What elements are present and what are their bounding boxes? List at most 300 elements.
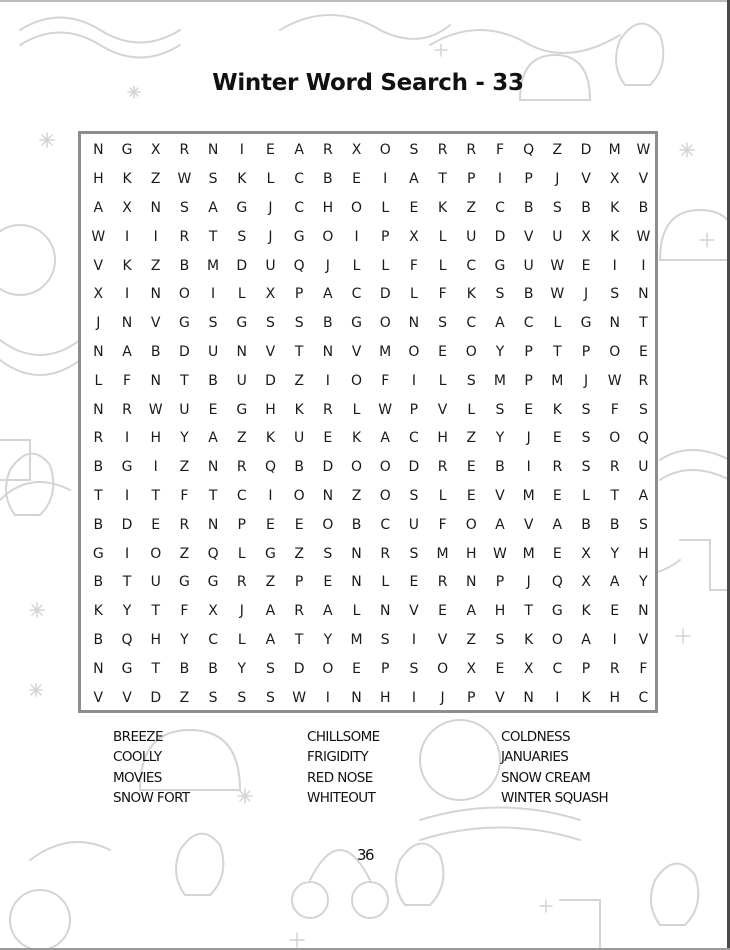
- grid-cell[interactable]: A: [265, 631, 276, 648]
- grid-cell[interactable]: S: [409, 487, 419, 504]
- grid-cell[interactable]: A: [552, 516, 563, 533]
- grid-cell[interactable]: E: [266, 142, 275, 159]
- grid-cell[interactable]: W: [292, 689, 307, 706]
- grid-cell[interactable]: C: [523, 315, 534, 332]
- grid-cell[interactable]: K: [122, 171, 132, 188]
- grid-cell[interactable]: T: [610, 487, 619, 504]
- grid-cell[interactable]: A: [581, 631, 591, 648]
- grid-cell[interactable]: E: [323, 430, 333, 447]
- grid-cell[interactable]: O: [379, 142, 391, 159]
- grid-cell[interactable]: P: [581, 660, 591, 677]
- grid-cell[interactable]: N: [351, 574, 362, 591]
- grid-cell[interactable]: O: [465, 343, 477, 360]
- grid-cell[interactable]: L: [381, 574, 390, 591]
- grid-cell[interactable]: B: [609, 516, 620, 533]
- grid-cell[interactable]: I: [124, 487, 130, 504]
- grid-cell[interactable]: H: [150, 631, 161, 648]
- grid-cell[interactable]: O: [178, 286, 190, 303]
- grid-cell[interactable]: I: [526, 459, 531, 476]
- grid-cell[interactable]: I: [555, 689, 560, 706]
- grid-cell[interactable]: X: [351, 142, 362, 159]
- grid-cell[interactable]: S: [294, 315, 304, 332]
- grid-cell[interactable]: K: [610, 199, 620, 216]
- grid-cell[interactable]: M: [207, 257, 220, 274]
- grid-cell[interactable]: T: [151, 660, 160, 677]
- grid-cell[interactable]: C: [351, 286, 362, 303]
- grid-cell[interactable]: V: [93, 689, 104, 706]
- grid-cell[interactable]: E: [438, 343, 448, 360]
- grid-cell[interactable]: A: [265, 603, 276, 620]
- grid-cell[interactable]: S: [610, 286, 620, 303]
- grid-cell[interactable]: Y: [180, 631, 189, 648]
- grid-cell[interactable]: Z: [179, 459, 190, 476]
- grid-cell[interactable]: H: [322, 199, 334, 216]
- grid-cell[interactable]: C: [236, 487, 247, 504]
- grid-cell[interactable]: I: [211, 286, 216, 303]
- grid-cell[interactable]: V: [93, 257, 104, 274]
- grid-cell[interactable]: C: [495, 199, 505, 216]
- grid-cell[interactable]: I: [124, 286, 130, 303]
- grid-cell[interactable]: N: [207, 516, 219, 533]
- grid-cell[interactable]: X: [466, 660, 477, 677]
- grid-cell[interactable]: T: [208, 228, 218, 245]
- grid-cell[interactable]: C: [466, 315, 477, 332]
- grid-cell[interactable]: B: [208, 660, 218, 677]
- grid-cell[interactable]: G: [236, 315, 248, 332]
- grid-cell[interactable]: N: [322, 487, 334, 504]
- grid-cell[interactable]: H: [437, 430, 448, 447]
- grid-cell[interactable]: X: [609, 171, 620, 188]
- grid-cell[interactable]: I: [268, 487, 273, 504]
- grid-cell[interactable]: T: [639, 315, 648, 332]
- grid-cell[interactable]: Z: [294, 545, 304, 562]
- grid-cell[interactable]: C: [466, 257, 477, 274]
- grid-cell[interactable]: L: [94, 372, 103, 389]
- grid-cell[interactable]: T: [94, 487, 103, 504]
- grid-cell[interactable]: O: [408, 343, 420, 360]
- grid-cell[interactable]: Z: [466, 430, 477, 447]
- grid-cell[interactable]: X: [409, 228, 419, 245]
- grid-cell[interactable]: L: [438, 487, 447, 504]
- grid-cell[interactable]: B: [93, 574, 104, 591]
- grid-cell[interactable]: Y: [323, 631, 333, 648]
- grid-cell[interactable]: L: [438, 228, 447, 245]
- grid-cell[interactable]: D: [494, 228, 506, 245]
- grid-cell[interactable]: M: [350, 631, 363, 648]
- grid-cell[interactable]: E: [552, 487, 562, 504]
- grid-cell[interactable]: P: [467, 171, 476, 188]
- grid-cell[interactable]: J: [325, 257, 330, 274]
- grid-cell[interactable]: W: [636, 142, 651, 159]
- grid-cell[interactable]: I: [612, 257, 617, 274]
- grid-cell[interactable]: U: [150, 574, 161, 591]
- grid-cell[interactable]: M: [522, 487, 535, 504]
- grid-cell[interactable]: S: [266, 689, 275, 706]
- grid-cell[interactable]: G: [351, 315, 362, 332]
- grid-cell[interactable]: A: [409, 171, 419, 188]
- grid-cell[interactable]: Q: [207, 545, 219, 562]
- grid-cell[interactable]: D: [322, 459, 334, 476]
- grid-cell[interactable]: O: [437, 660, 449, 677]
- grid-cell[interactable]: N: [150, 199, 161, 216]
- grid-cell[interactable]: V: [437, 401, 448, 418]
- grid-cell[interactable]: I: [325, 372, 330, 389]
- grid-cell[interactable]: J: [268, 228, 273, 245]
- grid-cell[interactable]: Y: [180, 430, 189, 447]
- grid-cell[interactable]: Y: [610, 545, 619, 562]
- grid-cell[interactable]: G: [265, 545, 276, 562]
- grid-cell[interactable]: F: [180, 487, 189, 504]
- grid-cell[interactable]: Z: [236, 430, 247, 447]
- grid-cell[interactable]: J: [526, 430, 531, 447]
- grid-cell[interactable]: B: [523, 199, 534, 216]
- grid-cell[interactable]: G: [121, 142, 133, 159]
- grid-cell[interactable]: S: [208, 171, 218, 188]
- grid-cell[interactable]: O: [379, 315, 391, 332]
- grid-cell[interactable]: Z: [150, 257, 161, 274]
- grid-cell[interactable]: I: [612, 631, 617, 648]
- grid-cell[interactable]: Z: [150, 171, 161, 188]
- grid-cell[interactable]: S: [208, 315, 218, 332]
- grid-cell[interactable]: L: [438, 372, 447, 389]
- grid-cell[interactable]: R: [437, 574, 448, 591]
- grid-cell[interactable]: F: [495, 142, 504, 159]
- grid-cell[interactable]: O: [351, 372, 363, 389]
- grid-cell[interactable]: N: [93, 343, 104, 360]
- grid-cell[interactable]: U: [408, 516, 420, 533]
- grid-cell[interactable]: L: [237, 286, 246, 303]
- grid-cell[interactable]: S: [581, 430, 591, 447]
- grid-cell[interactable]: A: [466, 603, 477, 620]
- grid-cell[interactable]: B: [150, 343, 161, 360]
- grid-cell[interactable]: P: [380, 228, 390, 245]
- grid-cell[interactable]: I: [124, 430, 130, 447]
- grid-cell[interactable]: O: [609, 430, 621, 447]
- grid-cell[interactable]: D: [293, 660, 305, 677]
- grid-cell[interactable]: P: [467, 689, 476, 706]
- grid-cell[interactable]: M: [522, 545, 535, 562]
- grid-cell[interactable]: P: [380, 660, 390, 677]
- grid-cell[interactable]: I: [411, 631, 416, 648]
- grid-cell[interactable]: V: [437, 631, 448, 648]
- grid-cell[interactable]: N: [322, 343, 334, 360]
- grid-cell[interactable]: V: [351, 343, 362, 360]
- grid-cell[interactable]: O: [322, 660, 334, 677]
- grid-cell[interactable]: O: [379, 487, 391, 504]
- grid-cell[interactable]: D: [236, 257, 248, 274]
- grid-cell[interactable]: M: [493, 372, 507, 389]
- grid-cell[interactable]: O: [465, 516, 477, 533]
- grid-cell[interactable]: R: [179, 516, 190, 533]
- grid-cell[interactable]: K: [581, 603, 591, 620]
- grid-cell[interactable]: H: [494, 603, 506, 620]
- grid-cell[interactable]: A: [323, 286, 333, 303]
- grid-cell[interactable]: A: [294, 142, 304, 159]
- grid-cell[interactable]: B: [93, 459, 104, 476]
- grid-cell[interactable]: N: [150, 286, 161, 303]
- grid-cell[interactable]: D: [179, 343, 190, 360]
- grid-cell[interactable]: E: [524, 401, 534, 418]
- grid-cell[interactable]: G: [207, 574, 219, 591]
- grid-cell[interactable]: N: [638, 286, 649, 303]
- grid-cell[interactable]: S: [466, 372, 476, 389]
- grid-cell[interactable]: I: [124, 545, 130, 562]
- grid-cell[interactable]: S: [237, 228, 247, 245]
- grid-cell[interactable]: G: [236, 401, 248, 418]
- grid-cell[interactable]: S: [323, 545, 333, 562]
- grid-cell[interactable]: U: [179, 401, 190, 418]
- grid-cell[interactable]: W: [636, 228, 651, 245]
- grid-cell[interactable]: E: [466, 459, 476, 476]
- grid-cell[interactable]: I: [124, 228, 130, 245]
- grid-cell[interactable]: S: [495, 286, 505, 303]
- grid-cell[interactable]: U: [265, 257, 276, 274]
- grid-cell[interactable]: V: [495, 487, 505, 504]
- grid-cell[interactable]: U: [466, 228, 477, 245]
- grid-cell[interactable]: S: [495, 401, 505, 418]
- grid-cell[interactable]: E: [552, 545, 562, 562]
- grid-cell[interactable]: X: [93, 286, 104, 303]
- grid-cell[interactable]: V: [638, 171, 649, 188]
- grid-cell[interactable]: E: [352, 171, 361, 188]
- grid-cell[interactable]: W: [177, 171, 192, 188]
- grid-cell[interactable]: S: [237, 689, 247, 706]
- grid-cell[interactable]: R: [437, 142, 448, 159]
- grid-cell[interactable]: C: [294, 171, 305, 188]
- grid-cell[interactable]: Z: [179, 545, 190, 562]
- grid-cell[interactable]: K: [466, 286, 476, 303]
- grid-cell[interactable]: R: [179, 228, 190, 245]
- grid-cell[interactable]: I: [239, 142, 244, 159]
- grid-cell[interactable]: L: [266, 171, 275, 188]
- grid-cell[interactable]: K: [265, 430, 276, 447]
- grid-cell[interactable]: H: [609, 689, 620, 706]
- grid-cell[interactable]: S: [552, 199, 562, 216]
- grid-cell[interactable]: E: [610, 603, 620, 620]
- grid-cell[interactable]: E: [495, 660, 505, 677]
- grid-cell[interactable]: N: [609, 315, 620, 332]
- grid-cell[interactable]: E: [466, 487, 476, 504]
- grid-cell[interactable]: F: [180, 603, 189, 620]
- grid-cell[interactable]: L: [381, 257, 390, 274]
- grid-cell[interactable]: N: [379, 603, 391, 620]
- grid-cell[interactable]: O: [150, 545, 162, 562]
- grid-cell[interactable]: R: [93, 430, 104, 447]
- grid-cell[interactable]: T: [553, 343, 562, 360]
- grid-cell[interactable]: W: [550, 286, 565, 303]
- grid-cell[interactable]: K: [610, 228, 620, 245]
- grid-cell[interactable]: E: [151, 516, 161, 533]
- grid-cell[interactable]: E: [323, 574, 333, 591]
- grid-cell[interactable]: B: [638, 199, 649, 216]
- grid-cell[interactable]: H: [638, 545, 649, 562]
- grid-cell[interactable]: L: [352, 401, 361, 418]
- grid-cell[interactable]: G: [121, 459, 133, 476]
- grid-cell[interactable]: X: [150, 142, 161, 159]
- grid-cell[interactable]: O: [379, 459, 391, 476]
- grid-cell[interactable]: P: [294, 574, 304, 591]
- grid-cell[interactable]: B: [294, 459, 304, 476]
- grid-cell[interactable]: K: [122, 257, 132, 274]
- grid-cell[interactable]: S: [380, 631, 390, 648]
- grid-cell[interactable]: M: [379, 343, 392, 360]
- grid-cell[interactable]: F: [123, 372, 132, 389]
- grid-cell[interactable]: S: [179, 199, 189, 216]
- grid-cell[interactable]: N: [121, 315, 133, 332]
- grid-cell[interactable]: L: [352, 603, 361, 620]
- grid-cell[interactable]: V: [409, 603, 419, 620]
- grid-cell[interactable]: N: [93, 660, 104, 677]
- grid-cell[interactable]: G: [551, 603, 563, 620]
- grid-cell[interactable]: W: [91, 228, 106, 245]
- grid-cell[interactable]: E: [638, 343, 648, 360]
- grid-cell[interactable]: F: [409, 257, 418, 274]
- grid-cell[interactable]: X: [523, 660, 534, 677]
- grid-cell[interactable]: V: [150, 315, 161, 332]
- grid-cell[interactable]: L: [438, 257, 447, 274]
- grid-cell[interactable]: R: [122, 401, 132, 418]
- grid-cell[interactable]: T: [294, 343, 304, 360]
- grid-cell[interactable]: Y: [122, 603, 132, 620]
- grid-cell[interactable]: T: [122, 574, 132, 591]
- grid-cell[interactable]: N: [93, 401, 104, 418]
- grid-cell[interactable]: Z: [265, 574, 276, 591]
- grid-cell[interactable]: L: [352, 257, 361, 274]
- grid-cell[interactable]: W: [148, 401, 163, 418]
- grid-cell[interactable]: T: [208, 487, 218, 504]
- grid-cell[interactable]: Y: [237, 660, 247, 677]
- grid-cell[interactable]: S: [495, 631, 505, 648]
- grid-cell[interactable]: G: [236, 199, 248, 216]
- grid-cell[interactable]: K: [581, 689, 591, 706]
- grid-cell[interactable]: O: [293, 487, 305, 504]
- grid-cell[interactable]: J: [96, 315, 101, 332]
- grid-cell[interactable]: B: [179, 660, 190, 677]
- grid-cell[interactable]: S: [638, 401, 648, 418]
- grid-cell[interactable]: N: [351, 545, 362, 562]
- grid-cell[interactable]: B: [93, 516, 104, 533]
- grid-cell[interactable]: R: [294, 603, 305, 620]
- grid-cell[interactable]: K: [524, 631, 534, 648]
- grid-cell[interactable]: N: [93, 142, 104, 159]
- grid-cell[interactable]: K: [294, 401, 304, 418]
- grid-cell[interactable]: S: [266, 315, 275, 332]
- grid-cell[interactable]: S: [266, 660, 275, 677]
- grid-cell[interactable]: R: [466, 142, 477, 159]
- grid-cell[interactable]: Y: [495, 343, 505, 360]
- grid-cell[interactable]: U: [523, 257, 534, 274]
- grid-cell[interactable]: T: [151, 487, 160, 504]
- grid-cell[interactable]: S: [409, 142, 419, 159]
- grid-cell[interactable]: B: [581, 516, 591, 533]
- grid-cell[interactable]: R: [236, 459, 247, 476]
- grid-cell[interactable]: P: [409, 401, 419, 418]
- grid-cell[interactable]: J: [239, 603, 244, 620]
- grid-cell[interactable]: E: [438, 603, 448, 620]
- grid-cell[interactable]: Q: [551, 574, 563, 591]
- grid-cell[interactable]: D: [265, 372, 276, 389]
- grid-cell[interactable]: K: [438, 199, 448, 216]
- grid-cell[interactable]: E: [352, 660, 361, 677]
- grid-cell[interactable]: B: [323, 315, 333, 332]
- grid-cell[interactable]: G: [178, 574, 190, 591]
- grid-cell[interactable]: N: [523, 689, 534, 706]
- grid-cell[interactable]: O: [609, 343, 621, 360]
- grid-cell[interactable]: U: [236, 372, 247, 389]
- grid-cell[interactable]: Q: [637, 430, 649, 447]
- grid-cell[interactable]: G: [121, 660, 133, 677]
- grid-cell[interactable]: K: [552, 401, 562, 418]
- grid-cell[interactable]: R: [609, 660, 620, 677]
- grid-cell[interactable]: Z: [552, 142, 563, 159]
- grid-cell[interactable]: A: [495, 315, 505, 332]
- grid-cell[interactable]: R: [638, 372, 649, 389]
- grid-cell[interactable]: V: [495, 689, 505, 706]
- grid-cell[interactable]: I: [383, 171, 388, 188]
- grid-cell[interactable]: X: [208, 603, 218, 620]
- grid-cell[interactable]: J: [583, 372, 589, 389]
- grid-cell[interactable]: L: [467, 401, 476, 418]
- grid-cell[interactable]: O: [351, 459, 363, 476]
- grid-cell[interactable]: A: [208, 430, 218, 447]
- grid-cell[interactable]: Y: [495, 430, 505, 447]
- grid-cell[interactable]: V: [122, 689, 132, 706]
- grid-cell[interactable]: G: [92, 545, 104, 562]
- grid-cell[interactable]: U: [638, 459, 649, 476]
- grid-cell[interactable]: H: [265, 401, 276, 418]
- grid-cell[interactable]: S: [409, 545, 419, 562]
- grid-cell[interactable]: N: [408, 315, 420, 332]
- grid-cell[interactable]: L: [237, 545, 246, 562]
- grid-cell[interactable]: P: [294, 286, 304, 303]
- grid-cell[interactable]: C: [552, 660, 563, 677]
- grid-cell[interactable]: E: [409, 574, 419, 591]
- grid-cell[interactable]: S: [581, 401, 591, 418]
- grid-cell[interactable]: P: [237, 516, 246, 533]
- grid-cell[interactable]: B: [323, 171, 333, 188]
- grid-cell[interactable]: N: [466, 574, 477, 591]
- grid-cell[interactable]: R: [322, 142, 333, 159]
- grid-cell[interactable]: X: [122, 199, 132, 216]
- grid-cell[interactable]: S: [438, 315, 448, 332]
- grid-cell[interactable]: A: [495, 516, 505, 533]
- grid-cell[interactable]: H: [93, 171, 104, 188]
- grid-cell[interactable]: G: [293, 228, 305, 245]
- grid-cell[interactable]: G: [178, 315, 190, 332]
- grid-cell[interactable]: P: [524, 171, 533, 188]
- grid-cell[interactable]: L: [381, 199, 390, 216]
- grid-cell[interactable]: Z: [466, 631, 477, 648]
- grid-cell[interactable]: J: [555, 171, 560, 188]
- grid-cell[interactable]: G: [494, 257, 506, 274]
- grid-cell[interactable]: H: [379, 689, 391, 706]
- grid-cell[interactable]: A: [323, 603, 333, 620]
- grid-cell[interactable]: N: [207, 459, 219, 476]
- grid-cell[interactable]: G: [580, 315, 592, 332]
- grid-cell[interactable]: F: [381, 372, 390, 389]
- grid-cell[interactable]: P: [524, 343, 533, 360]
- grid-cell[interactable]: T: [151, 603, 160, 620]
- grid-cell[interactable]: E: [409, 199, 419, 216]
- grid-cell[interactable]: O: [322, 228, 334, 245]
- grid-cell[interactable]: I: [153, 228, 158, 245]
- grid-cell[interactable]: S: [638, 516, 648, 533]
- grid-cell[interactable]: B: [351, 516, 362, 533]
- grid-cell[interactable]: L: [553, 315, 562, 332]
- grid-cell[interactable]: Z: [179, 689, 190, 706]
- grid-cell[interactable]: R: [437, 459, 448, 476]
- grid-cell[interactable]: J: [268, 199, 273, 216]
